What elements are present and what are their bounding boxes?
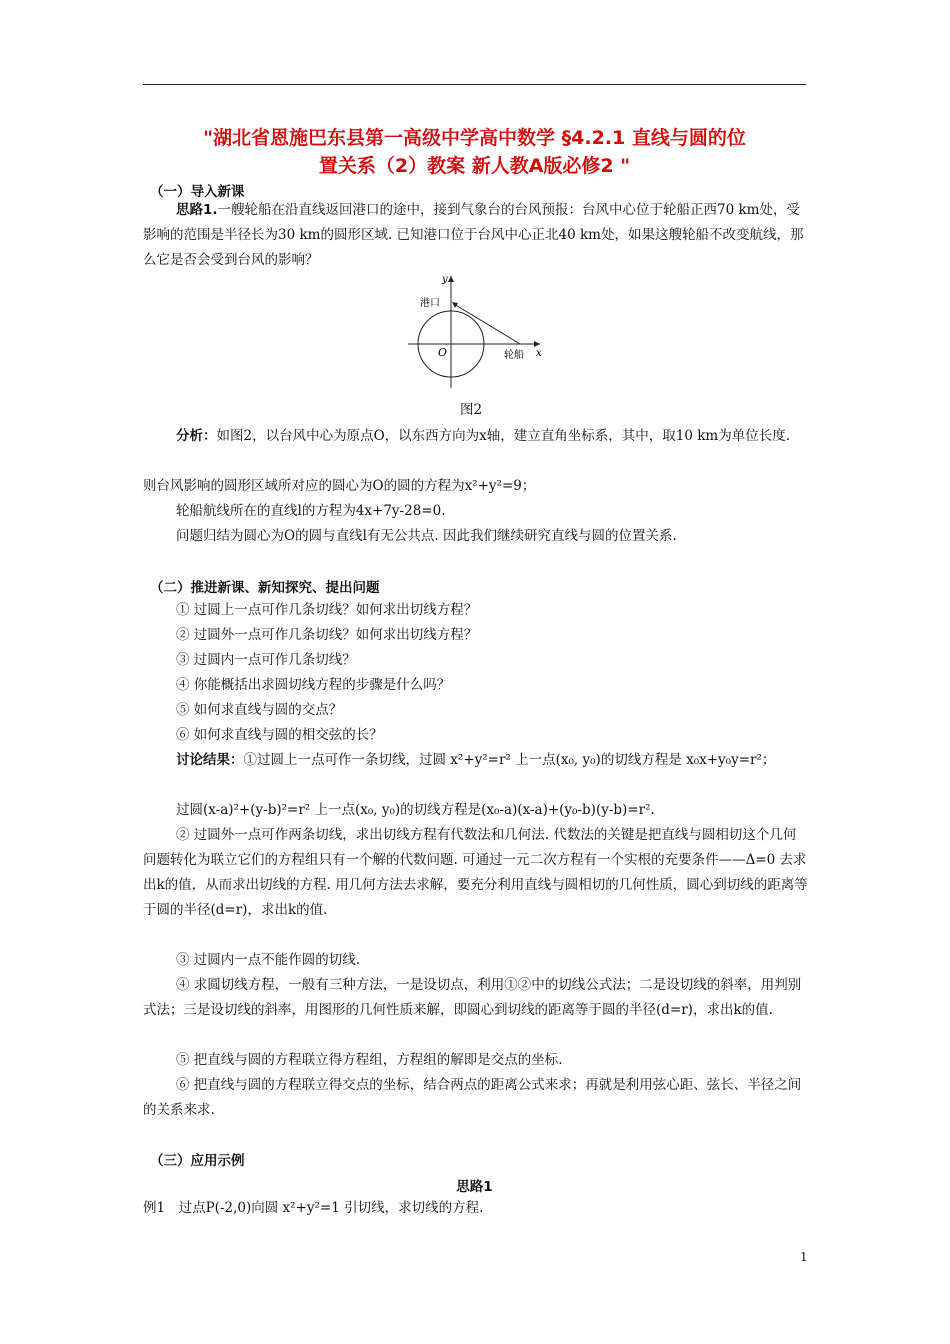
ship-label: 轮船 — [504, 350, 524, 361]
question-item: ① 过圆上一点可作几条切线？如何求出切线方程？ — [176, 602, 478, 618]
title-line-2: 置关系（2）教案 新人教A版必修2 " — [318, 155, 631, 177]
idea-1-heading: 思路1 — [456, 1179, 493, 1195]
route-arrow — [452, 302, 458, 308]
discussion-1b: 过圆(x-a)²+(y-b)²=r² 上一点(x₀, y₀)的切线方程是(x₀-a)(x-a)+(y₀-b)(y-b)=r². — [176, 802, 655, 818]
analysis-label: 分析： — [176, 428, 217, 444]
y-label: y — [442, 274, 448, 285]
origin-label: O — [438, 346, 448, 359]
question-list — [143, 598, 808, 748]
document-title — [143, 124, 806, 180]
header-rule — [143, 84, 806, 85]
y-axis-arrow — [448, 276, 454, 282]
question-item: ③ 过圆内一点可作几条切线？ — [176, 652, 356, 668]
idea-text: 一艘轮船在沿直线返回港口的途中，接到气象台的台风预报：台风中心位于轮船正西70 km处，受影响的范围是半径长为30 km的圆形区域. 已知港口位于台风中心正北40 km处，如果这艘轮船不改变航线，那么它是否会受到台风的影响？ — [143, 202, 804, 268]
idea-label: 思路1. — [176, 202, 218, 218]
page-number: 1 — [800, 1250, 808, 1264]
title-line-1: "湖北省恩施巴东县第一高级中学高中数学 §4.2.1 直线与圆的位 — [203, 127, 746, 149]
question-item: ⑥ 如何求直线与圆的相交弦的长？ — [176, 727, 383, 743]
section-heading-2: （二）推进新课、新知探究、提出问题 — [150, 580, 380, 596]
example-1: 例1 过点P(-2,0)向圆 x²+y²=1 引切线，求切线的方程. — [143, 1200, 484, 1216]
discussion-1a — [143, 748, 808, 773]
discussion-label: 讨论结果： — [176, 752, 244, 768]
line-equation-line: 轮船航线所在的直线l的方程为4x+7y-28=0. — [176, 503, 446, 519]
x-label: x — [536, 348, 542, 359]
ship-route-line — [454, 304, 520, 344]
figure-caption: 图2 — [460, 402, 483, 418]
discussion-4: ④ 求圆切线方程，一般有三种方法，一是设切点，利用①②中的切线公式法；二是设切线的斜率，用判别式法；三是设切线的斜率，用图形的几何性质来解，即圆心到切线的距离等于圆的半径(d=r)，求出k的值. — [143, 977, 802, 1018]
discussion-1a-text: ①过圆上一点可作一条切线，过圆 x²+y²=r² 上一点(x₀, y₀)的切线方程是 x₀x+y₀y=r²； — [243, 752, 776, 768]
x-axis-arrow — [534, 341, 540, 347]
port-label: 港口 — [420, 298, 440, 309]
discussion-6: ⑥ 把直线与圆的方程联立得交点的坐标，结合两点的距离公式来求；再就是利用弦心距、弦长、半径之间的关系来求. — [143, 1077, 802, 1118]
question-item: ② 过圆外一点可作几条切线？如何求出切线方程？ — [176, 627, 478, 643]
idea-paragraph — [143, 198, 808, 273]
analysis-text: 如图2，以台风中心为原点O，以东西方向为x轴，建立直角坐标系，其中，取10 km为单位长度. — [216, 428, 791, 444]
discussion-5: ⑤ 把直线与圆的方程联立得方程组，方程组的解即是交点的坐标. — [176, 1052, 563, 1068]
section-heading-1: （一）导入新课 — [150, 184, 245, 200]
analysis-paragraph — [143, 424, 808, 449]
typhoon-diagram — [400, 270, 550, 390]
section-heading-3: （三）应用示例 — [150, 1153, 245, 1169]
question-item: ④ 你能概括出求圆切线方程的步骤是什么吗？ — [176, 677, 451, 693]
question-item: ⑤ 如何求直线与圆的交点？ — [176, 702, 343, 718]
problem-reduction: 问题归结为圆心为O的圆与直线l有无公共点. 因此我们继续研究直线与圆的位置关系. — [176, 528, 677, 544]
discussion-3: ③ 过圆内一点不能作圆的切线. — [176, 952, 361, 968]
discussion-2: ② 过圆外一点可作两条切线，求出切线方程有代数法和几何法. 代数法的关键是把直线与圆相切这个几何问题转化为联立它们的方程组只有一个解的代数问题. 可通过一元二次方程有一个实根的充要条件——Δ=0 去求出k的值，从而求出切线的方程. 用几何方法去求解，要充分利用直线与圆相切的几何性质，圆心到切线的距离等于圆的半径(d=r)，求出k的值. — [143, 827, 808, 918]
circle-equation-line: 则台风影响的圆形区域所对应的圆心为O的圆的方程为x²+y²=9； — [143, 478, 536, 494]
